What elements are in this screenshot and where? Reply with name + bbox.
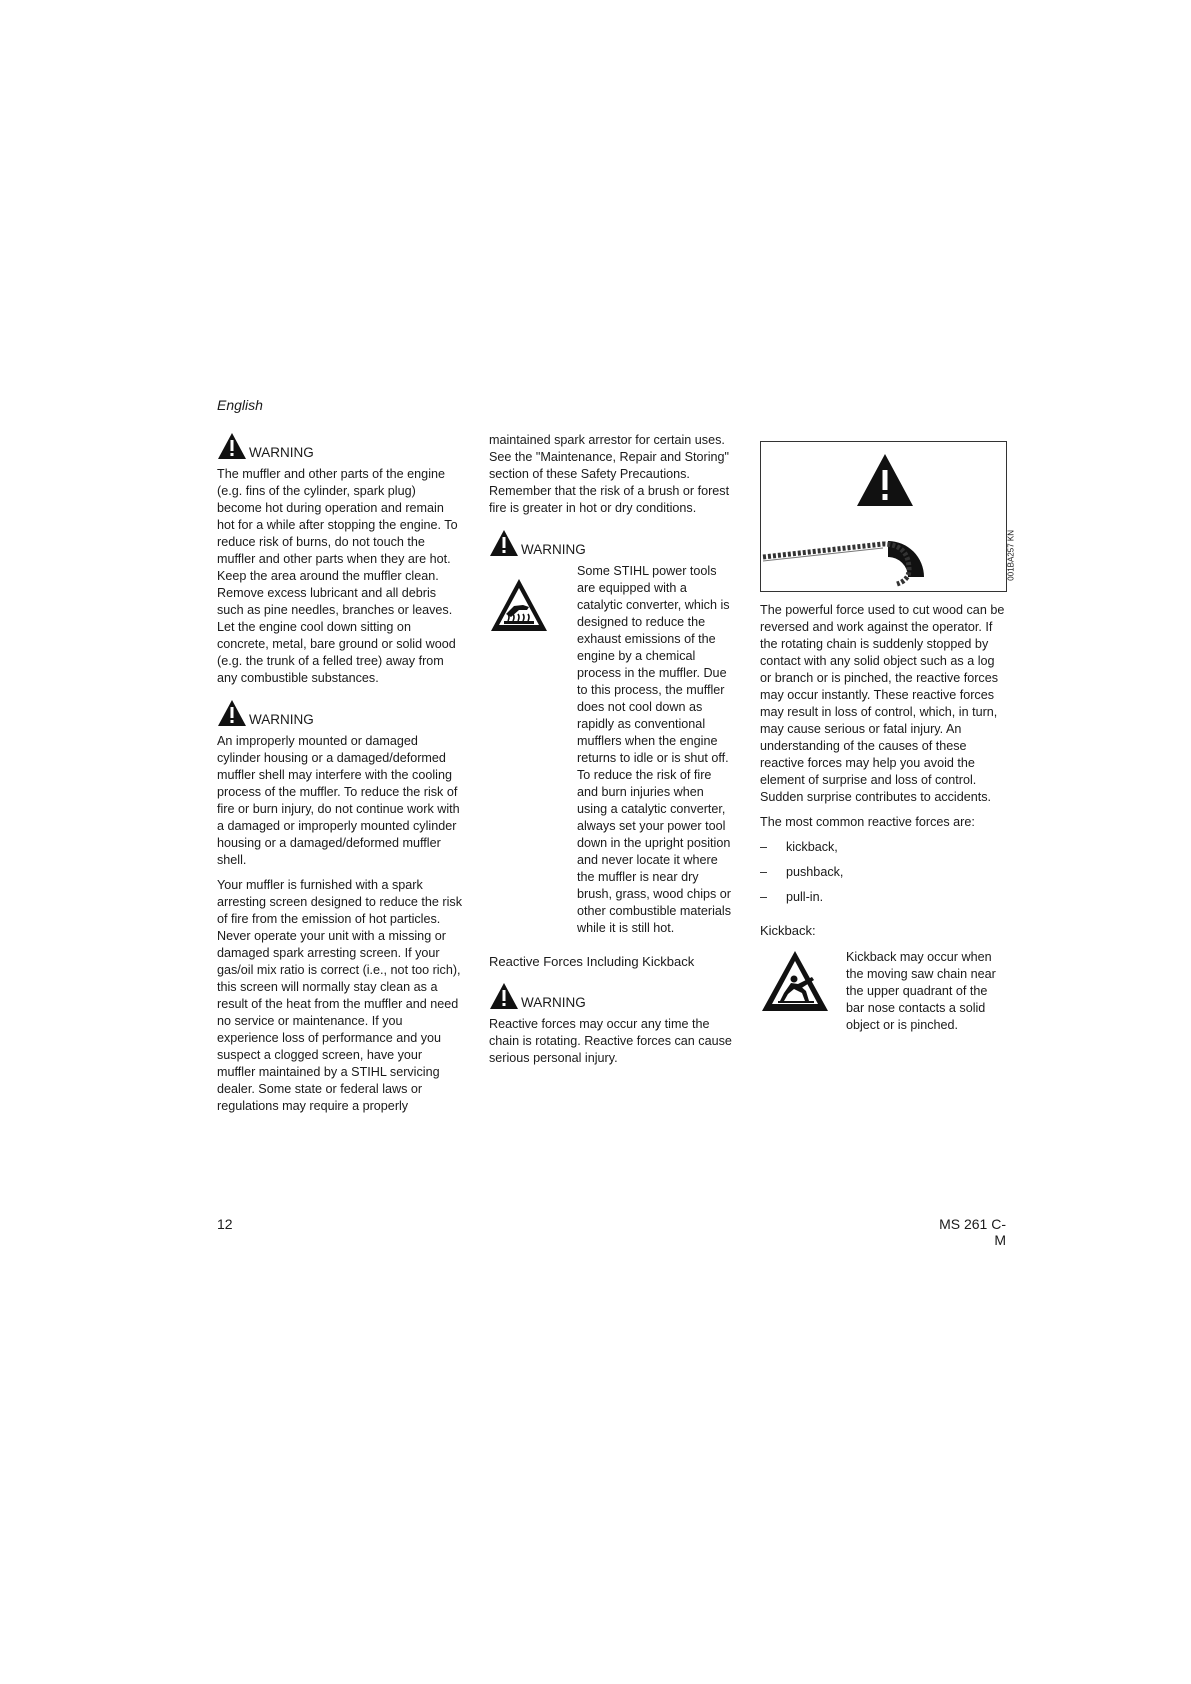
- warning-label: WARNING: [521, 995, 586, 1010]
- list-item: [760, 864, 1006, 889]
- warning-heading: [217, 699, 463, 727]
- warning-label: WARNING: [521, 542, 586, 557]
- warning-label: WARNING: [249, 445, 314, 460]
- common-forces-intro: The most common reactive forces are:: [760, 815, 975, 829]
- reactive-forces-list: [760, 839, 1006, 914]
- column-3: [760, 441, 1016, 1042]
- language-label: English: [217, 397, 263, 413]
- reactive-forces-heading: Reactive Forces Including Kickback: [489, 954, 695, 969]
- list-item-text: kickback,: [786, 840, 838, 854]
- warning-label: WARNING: [249, 712, 314, 727]
- warning-triangle-icon: [217, 432, 247, 460]
- list-item: [760, 889, 1006, 914]
- warning-triangle-icon: [217, 699, 247, 727]
- list-dash: –: [760, 890, 768, 904]
- warning-triangle-icon: [489, 982, 519, 1010]
- hot-surface-icon: [489, 577, 549, 633]
- column-2: [489, 432, 735, 1075]
- spark-arresting-text: Your muffler is furnished with a spark arresting screen designed to reduce the risk of fire from the emission of hot particles. Never operate your unit with a missing or damaged spark arresting screen. If your gas/oil mix ratio is correct (i.e., not too rich), this screen will normally stay clean as a result of the heat from the muffler and need no service or maintenance. If you experience loss of performance and you suspect a clogged screen, have your muffler maintained by a STIHL servicing dealer. Some state or federal laws or regulations may require a properly: [217, 878, 463, 1113]
- kickback-figure: [760, 441, 1016, 592]
- spark-arrestor-text: maintained spark arrestor for certain uses. See the "Maintenance, Repair and Storing" section of these Safety Precautions. Remember that the risk of a brush or forest fire is greater in hot or dry conditions.: [489, 433, 730, 515]
- warning-triangle-icon: [489, 529, 519, 557]
- reactive-forces-text: Reactive forces may occur any time the chain is rotating. Reactive forces can cause serious personal injury.: [489, 1017, 732, 1065]
- kickback-heading: Kickback:: [760, 923, 816, 938]
- kickback-pictogram: [760, 949, 846, 1042]
- figure-code: 001BA257 KN: [1007, 530, 1016, 581]
- catalytic-converter-text: Some STIHL power tools are equipped with a catalytic converter, which is designed to reduce the exhaust emissions of the engine by a chemical process in the muffler. Due to this process, the muffler does not cool down as rapidly as conventional mufflers when the engine returns to idle or is shut off. To reduce the risk of fire and burn injuries when using a catalytic converter, always set your power tool down in the upright position and never locate it where the muffler is near dry brush, grass, wood chips or other combustible materials while it is still hot.: [577, 564, 731, 935]
- catalytic-converter-block: [489, 563, 735, 945]
- model-name: MS 261 C-M: [939, 1216, 1006, 1248]
- list-dash: –: [760, 840, 768, 854]
- column-1: [217, 432, 463, 1123]
- warning-heading: [489, 982, 735, 1010]
- hot-surface-pictogram: [489, 563, 577, 945]
- page-number: 12: [217, 1216, 233, 1232]
- warning-heading: [489, 529, 735, 557]
- list-item-text: pull-in.: [786, 890, 824, 904]
- kickback-block: [760, 949, 1006, 1042]
- warning-heading: [217, 432, 463, 460]
- reactive-forces-description: The powerful force used to cut wood can be reversed and work against the operator. If the rotating chain is suddenly stopped by contact with any solid object such as a log or branch or is pinched, the reactive forces may occur instantly. These reactive forces may result in loss of control, which, in turn, may cause serious or fatal injury. An understanding of the causes of these reactive forces may help you avoid the element of surprise and loss of control. Sudden surprise contributes to accidents.: [760, 603, 1005, 804]
- list-item-text: pushback,: [786, 865, 844, 879]
- kickback-text: Kickback may occur when the moving saw chain near the upper quadrant of the bar nose contacts a solid object or is pinched.: [846, 950, 996, 1032]
- muffler-hot-text: The muffler and other parts of the engine (e.g. fins of the cylinder, spark plug) become hot during operation and remain hot for a while after stopping the engine. To reduce risk of burns, do not touch the muffler and other parts when they are hot. Keep the area around the muffler clean. Remove excess lubricant and all debris such as pine needles, branches or leaves. Let the engine cool down sitting on concrete, metal, bare ground or solid wood (e.g. the trunk of a felled tree) away from any combustible substances.: [217, 467, 458, 685]
- kickback-illustration: [761, 442, 1006, 591]
- kickback-warning-icon: [760, 949, 830, 1013]
- cylinder-housing-text: An improperly mounted or damaged cylinder housing or a damaged/deformed muffler shell may interfere with the cooling process of the muffler. To reduce the risk of fire or burn injury, do not continue work with a damaged or improperly mounted cylinder housing or a damaged/deformed muffler shell.: [217, 734, 460, 867]
- list-dash: –: [760, 865, 768, 879]
- list-item: [760, 839, 1006, 864]
